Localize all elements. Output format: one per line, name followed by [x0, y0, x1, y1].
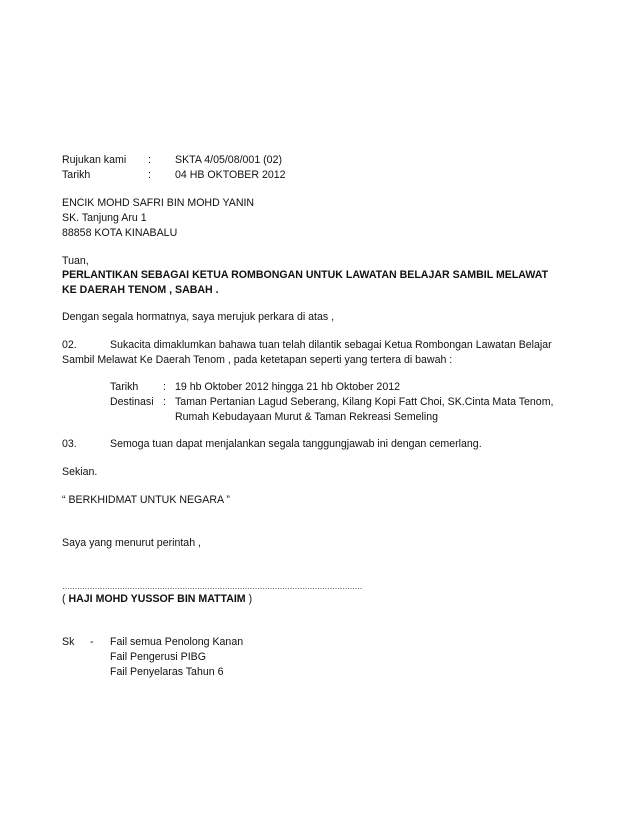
details-destinasi-line-1: Taman Pertanian Lagud Seberang, Kilang Kopi Fatt Choi, SK.Cinta Mata Tenom,: [175, 396, 554, 408]
para-03-text: Semoga tuan dapat menjalankan segala tanggungjawab ini dengan cemerlang.: [110, 438, 482, 450]
details-destinasi-line-2: Rumah Kebudayaan Murut & Taman Rekreasi Semeling: [175, 411, 439, 423]
ref-rujukan-sep: :: [148, 154, 151, 166]
details-destinasi-label: Destinasi: [110, 396, 154, 408]
recipient-name: ENCIK MOHD SAFRI BIN MOHD YANIN: [62, 197, 255, 209]
para-03-number: 03.: [62, 438, 77, 450]
signatory-name: HAJI MOHD YUSSOF BIN MATTAIM: [68, 593, 246, 605]
signature-block: [62, 593, 252, 606]
ref-tarikh-sep: :: [148, 169, 151, 181]
signature-dots: …………………………………………………………………………………………………………: [62, 582, 362, 591]
ref-tarikh-label: Tarikh: [62, 169, 91, 181]
cc-label: Sk: [62, 636, 75, 648]
cc-item: Fail Penyelaras Tahun 6: [110, 666, 224, 678]
details-tarikh-value: 19 hb Oktober 2012 hingga 21 hb Oktober 2012: [175, 381, 400, 393]
subject-line-2: KE DAERAH TENOM , SABAH .: [62, 284, 219, 296]
cc-item: Fail semua Penolong Kanan: [110, 636, 244, 648]
recipient-address-2: 88858 KOTA KINABALU: [62, 227, 178, 239]
details-tarikh-label: Tarikh: [110, 381, 139, 393]
cc-dash: -: [90, 636, 94, 648]
subject-line-1: PERLANTIKAN SEBAGAI KETUA ROMBONGAN UNTUK LAWATAN BELAJAR SAMBIL MELAWAT: [62, 269, 549, 281]
signature-close-paren: ): [248, 593, 253, 605]
para-02-line-2: Sambil Melawat Ke Daerah Tenom , pada ketetapan seperti yang tertera di bawah :: [62, 354, 453, 366]
closing: Sekian.: [62, 466, 98, 478]
ref-rujukan-label: Rujukan kami: [62, 154, 127, 166]
signature-open-paren: (: [62, 593, 66, 605]
intro-paragraph: Dengan segala hormatnya, saya merujuk perkara di atas ,: [62, 311, 335, 323]
motto: “ BERKHIDMAT UNTUK NEGARA ”: [62, 494, 230, 506]
recipient-address-1: SK. Tanjung Aru 1: [62, 212, 147, 224]
order-line: Saya yang menurut perintah ,: [62, 537, 201, 549]
cc-item: Fail Pengerusi PIBG: [110, 651, 206, 663]
para-02-number: 02.: [62, 339, 77, 351]
para-02-line-1: Sukacita dimaklumkan bahawa tuan telah dilantik sebagai Ketua Rombongan Lawatan Belajar: [110, 339, 552, 351]
salutation: Tuan,: [62, 255, 89, 267]
ref-rujukan-value: SKTA 4/05/08/001 (02): [175, 154, 282, 166]
ref-tarikh-value: 04 HB OKTOBER 2012: [175, 169, 286, 181]
details-tarikh-sep: :: [163, 381, 166, 393]
details-destinasi-sep: :: [163, 396, 166, 408]
